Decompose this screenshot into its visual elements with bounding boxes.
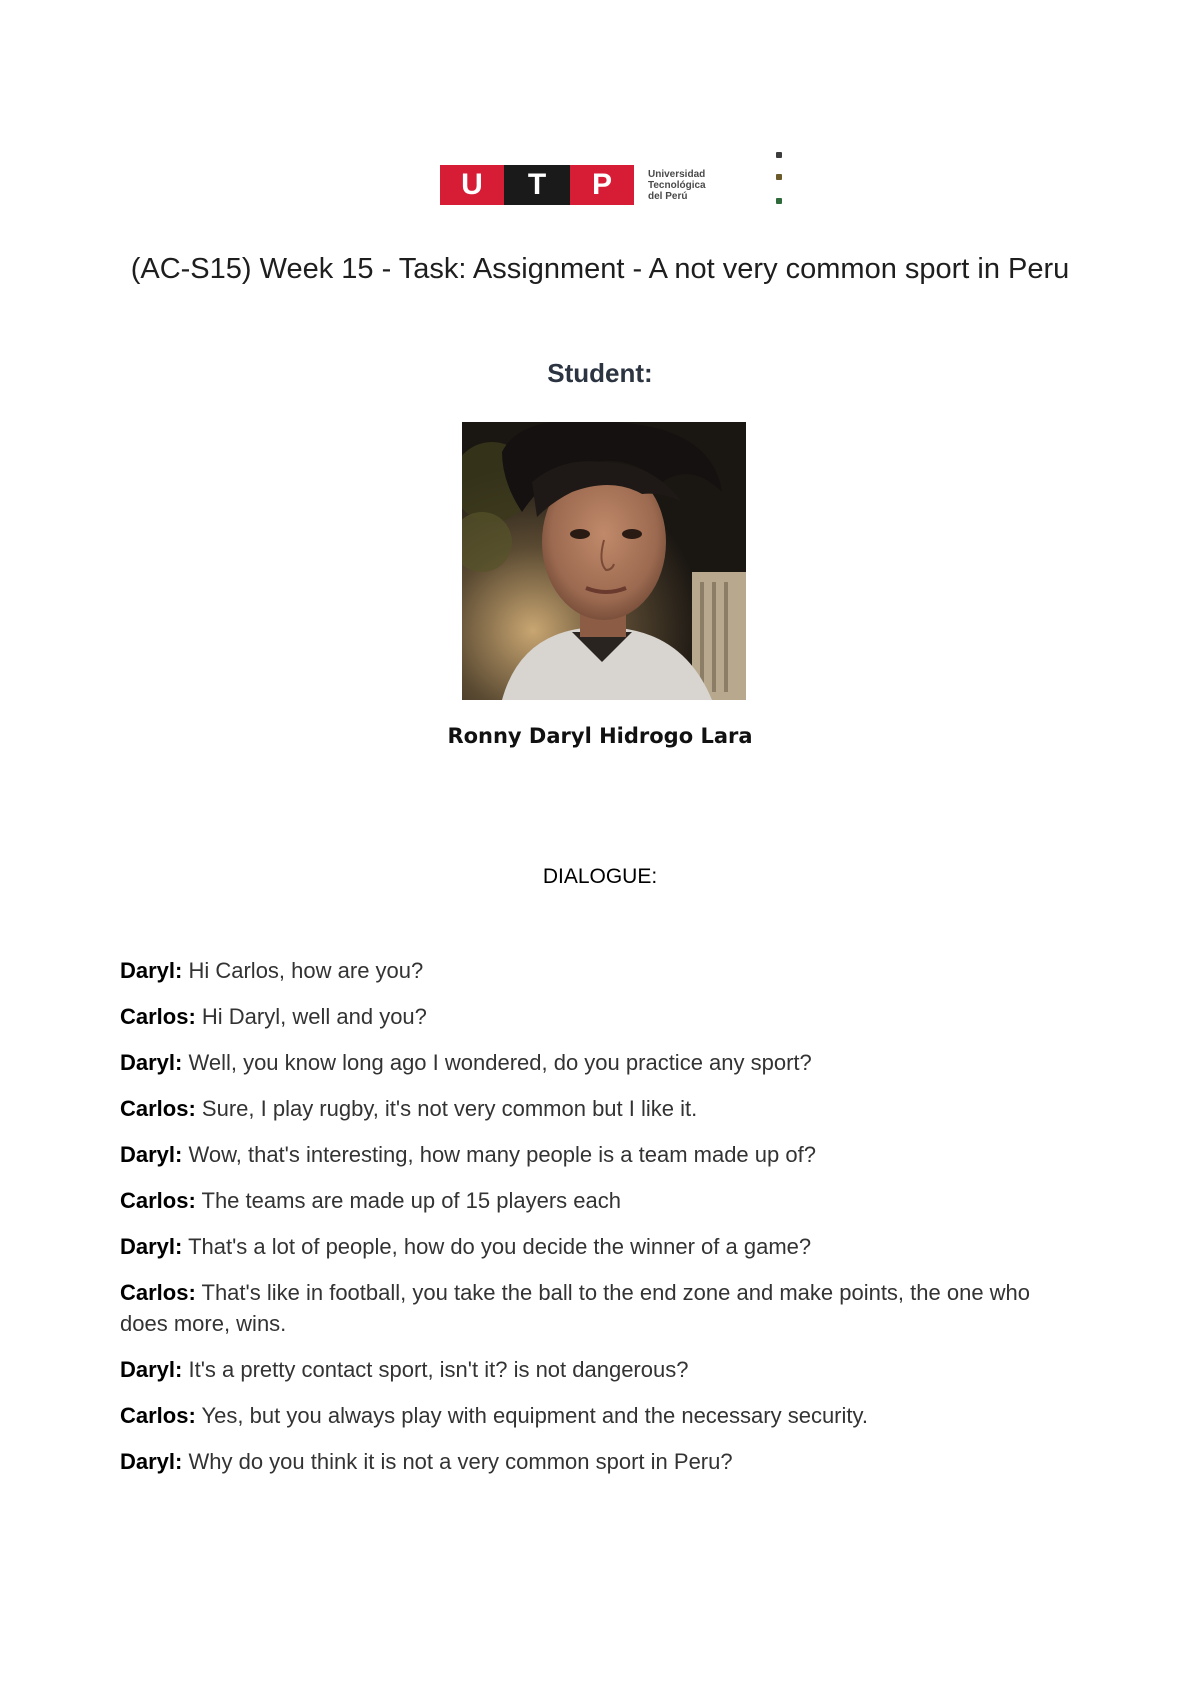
student-label: Student: bbox=[547, 358, 653, 388]
dialogue-line bbox=[120, 955, 1080, 986]
dialogue-text: The teams are made up of 15 players each bbox=[195, 1188, 621, 1213]
student-name: Ronny Daryl Hidrogo Lara bbox=[447, 724, 753, 748]
dialogue-line bbox=[120, 1047, 1080, 1078]
speaker-name: Carlos: bbox=[120, 1004, 196, 1029]
logo-letter-u: U bbox=[440, 165, 504, 205]
speaker-name: Carlos: bbox=[120, 1280, 196, 1305]
dialogue-text: That's like in football, you take the ball to the end zone and make points, the one who does more, wins. bbox=[120, 1280, 1031, 1336]
dialogue-line bbox=[120, 1139, 1080, 1170]
speaker-name: Daryl: bbox=[120, 1357, 183, 1382]
speaker-name: Daryl: bbox=[120, 958, 183, 983]
dialogue-text: Hi Carlos, how are you? bbox=[182, 958, 424, 983]
speaker-name: Daryl: bbox=[120, 1234, 183, 1259]
dialogue-line bbox=[120, 1354, 1080, 1385]
logo-name-line: Universidad bbox=[648, 168, 706, 180]
dialogue-line bbox=[120, 1231, 1080, 1262]
dialogue-line bbox=[120, 1001, 1080, 1032]
dialogue-heading: DIALOGUE: bbox=[542, 865, 658, 888]
dialogue-line bbox=[120, 1277, 1080, 1339]
student-photo-image bbox=[462, 422, 746, 700]
utp-logo bbox=[440, 165, 748, 205]
student-photo bbox=[462, 422, 746, 700]
dialogue-line bbox=[120, 1446, 1080, 1477]
dialogue-text: Sure, I play rugby, it's not very common but I like it. bbox=[195, 1096, 698, 1121]
speaker-name: Daryl: bbox=[120, 1142, 183, 1167]
dialogue-line bbox=[120, 1400, 1080, 1431]
page-title: (AC-S15) Week 15 - Task: Assignment - A not very common sport in Peru bbox=[130, 253, 1070, 285]
logo-letter-t: T bbox=[504, 165, 570, 205]
logo-name-line: del Perú bbox=[648, 190, 688, 202]
dialogue-text: Wow, that's interesting, how many people is a team made up of? bbox=[182, 1142, 816, 1167]
speaker-name: Daryl: bbox=[120, 1050, 183, 1075]
speaker-name: Carlos: bbox=[120, 1188, 196, 1213]
dialogue-text: Yes, but you always play with equipment and the necessary security. bbox=[195, 1403, 868, 1428]
speaker-name: Carlos: bbox=[120, 1096, 196, 1121]
speaker-name: Carlos: bbox=[120, 1403, 196, 1428]
dialogue-text: Hi Daryl, well and you? bbox=[195, 1004, 427, 1029]
dialogue-line bbox=[120, 1093, 1080, 1124]
dialogue-text: Well, you know long ago I wondered, do you practice any sport? bbox=[182, 1050, 812, 1075]
dialogue-line bbox=[120, 1185, 1080, 1216]
dialogue-text: Why do you think it is not a very common sport in Peru? bbox=[182, 1449, 733, 1474]
speaker-name: Daryl: bbox=[120, 1449, 183, 1474]
logo-name-line: Tecnológica bbox=[648, 179, 706, 191]
dialogue-text: It's a pretty contact sport, isn't it? is not dangerous? bbox=[182, 1357, 689, 1382]
dialogue-text: That's a lot of people, how do you decide the winner of a game? bbox=[182, 1234, 812, 1259]
logo-decoration-icon bbox=[776, 152, 784, 212]
logo-letter-p: P bbox=[570, 165, 634, 205]
logo-university-name bbox=[648, 169, 748, 202]
dialogue-list bbox=[120, 955, 1080, 1492]
